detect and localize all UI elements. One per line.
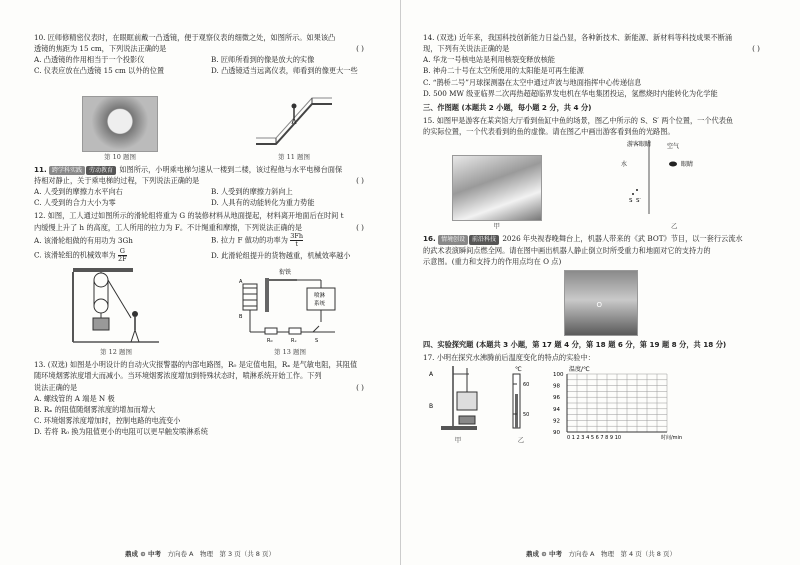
fraction: $\frac{G}{2F}$ xyxy=(118,247,127,264)
y-tick-label: 100 xyxy=(553,372,564,379)
figure-11-caption: 第 11 题图 xyxy=(278,152,310,161)
brand-logo: 鼎成 ⊙ 中考 xyxy=(124,549,161,558)
fraction: $\frac{3Fh}{t}$ xyxy=(290,232,304,248)
eye-caption: 游客眼睛 xyxy=(627,141,652,149)
q10-option-b: B. 匠师所看到的像是放大的实像 xyxy=(211,55,315,65)
q10-stem-line2: 透镜的焦距为 15 cm，下列说法正确的是 ( ) xyxy=(34,44,364,54)
question-13 xyxy=(34,359,382,437)
answer-paren: ( ) xyxy=(752,44,760,54)
question-12 xyxy=(34,210,382,357)
figure-15a-caption: 甲 xyxy=(493,222,500,231)
armature-label: 衔铁 xyxy=(279,269,292,277)
terminal-b-label: B xyxy=(239,314,243,321)
q11-option-d: D. 人具有的动能转化为重力势能 xyxy=(211,198,315,208)
figure-17b-caption: 乙 xyxy=(517,436,525,445)
q10-option-d: D. 凸透镜适当远离仪表，师看到的像更大一些 xyxy=(211,66,358,76)
grid-lines xyxy=(567,374,667,432)
q13-option-b: B. Rₓ 的阻值随烟雾浓度的增加而增大 xyxy=(34,404,156,414)
brand-logo: 鼎成 ⊙ 中考 xyxy=(525,549,562,558)
q13-option-c: C. 环境烟雾浓度增加时，控制电路的电流变小 xyxy=(34,416,181,426)
r0-label: R₀ xyxy=(267,338,273,345)
q12-option-c: C. 该滑轮组的机械效率为 $\frac{G}{2F}$ xyxy=(34,247,127,264)
tag-labor-education: 劳动教育 xyxy=(86,166,116,175)
thermometer-figure xyxy=(503,364,539,432)
section-4-heading: 四、实验探究题 (本题共 3 小题，第 17 题 4 分，第 18 题 6 分，第 19 题 8 分，共 18 分) xyxy=(423,340,727,350)
switch-label: S xyxy=(315,338,319,345)
y-tick-label: 98 xyxy=(553,383,560,390)
tag-interdisciplinary: 跨学科实践 xyxy=(49,166,85,175)
q12-option-d: D. 此滑轮组提升的货物越重，机械效率越小 xyxy=(211,251,351,261)
q12-option-a: A. 该滑轮组做的有用功为 3Gh xyxy=(34,235,133,245)
q14-option-c: C. “鹊桥二号”月球探测器在太空中通过声波与地面指挥中心传递信息 xyxy=(423,77,642,87)
figure-15a xyxy=(452,155,542,231)
q12-stem-line1: 12. 如图，工人通过如图所示的滑轮组将重为 G 的装修材料从地面提起，材料离开地面后在时间 t xyxy=(34,211,344,221)
boiling-apparatus-figure xyxy=(423,364,493,432)
robot-photo xyxy=(564,270,638,336)
s-label: S xyxy=(629,198,633,205)
answer-paren: ( ) xyxy=(356,44,364,54)
sprinkler-label-2: 系统 xyxy=(314,301,326,308)
y-tick-label: 94 xyxy=(553,406,560,413)
figure-15b xyxy=(599,138,749,231)
sprinkler-label-1: 喷淋 xyxy=(314,293,326,300)
figure-17a-caption: 甲 xyxy=(454,436,462,445)
tag-frontier-tech: 前沿科技 xyxy=(469,235,499,244)
therm-60-label: 60 xyxy=(523,382,530,389)
left-page-footer: 鼎成 ⊙ 中考 方向卷 A 物理 第 3 页（共 8 页） xyxy=(124,549,276,558)
tag-scenario: 情境创设 xyxy=(438,235,468,244)
question-11 xyxy=(34,164,382,209)
y-tick-label: 92 xyxy=(553,418,560,425)
q16-stem-line2: 的武术表演瞬间点燃全网。请在图中画出机器人静止倒立时所受重力和地面对它的支持力的 xyxy=(423,245,711,255)
q14-option-d: D. 500 MW 级亚临界二次再热超超临界发电机在华电集团投运，氢燃烧时内能转化为化学能 xyxy=(423,88,718,98)
figure-17a xyxy=(423,364,493,445)
q11-option-a: A. 人受到的摩擦力水平向右 xyxy=(34,187,123,197)
x-axis-label: 时间/min xyxy=(661,435,683,442)
q11-option-c: C. 人受到的合力大小为零 xyxy=(34,198,116,208)
answer-paren: ( ) xyxy=(356,222,364,232)
q11-option-b: B. 人受到的摩擦力斜向上 xyxy=(211,187,293,197)
q14-stem-line2: 现，下列有关说法正确的是 ( ) xyxy=(423,44,760,54)
right-page-footer: 鼎成 ⊙ 中考 方向卷 A 物理 第 4 页（共 8 页） xyxy=(525,549,677,558)
answer-paren: ( ) xyxy=(356,175,364,185)
figure-12 xyxy=(71,266,161,357)
figure-12-caption: 第 12 题图 xyxy=(100,348,132,357)
question-17 xyxy=(423,352,778,445)
figure-17c xyxy=(549,364,699,445)
answer-paren: ( ) xyxy=(356,382,364,392)
section-3-heading: 三、作图题 (本题共 2 小题，每小题 2 分，共 4 分) xyxy=(423,102,592,112)
y-axis-label: 温度/℃ xyxy=(569,366,590,374)
q10-option-c: C. 仪表应放在凸透镜 15 cm 以外的位置 xyxy=(34,66,165,76)
question-16 xyxy=(423,233,778,336)
temperature-grid xyxy=(549,364,699,442)
eye-icon xyxy=(669,162,677,167)
y-tick-label: 90 xyxy=(553,430,560,437)
q11-stem-line2: 持相对静止，关于乘电梯的过程，下列说法正确的是 ( ) xyxy=(34,175,364,185)
q10-stem-line1: 10. 匠师修精密仪表时，在眼眶前戴一凸透镜，便于观察仪表的细微之处，如图所示。如果该凸 xyxy=(34,33,336,42)
q14-option-a: A. 华龙一号核电站是利用核裂变释放核能 xyxy=(423,55,555,65)
q13-stem-line3: 说法正确的是 ( ) xyxy=(34,382,364,392)
clamp-b-label: B xyxy=(429,403,434,411)
terminal-a-label: A xyxy=(239,279,243,286)
question-14 xyxy=(423,32,778,99)
question-15 xyxy=(423,115,778,231)
y-tick-label: 96 xyxy=(553,395,560,402)
q11-stem-line1: 11. 跨学科实践 劳动教育 如图所示，小明乘电梯匀速从一楼到二楼，该过程他与水平电梯台面保 xyxy=(34,164,343,174)
q16-stem-line3: 示意图。(重力和支持力的作用点均在 O 点) xyxy=(423,256,562,266)
alarm-circuit-figure xyxy=(235,266,345,344)
clamp-a-label: A xyxy=(429,371,434,379)
figure-17b xyxy=(503,364,539,445)
point-s-prime xyxy=(636,189,638,191)
fish-tank-photo xyxy=(452,155,542,221)
therm-50-label: 50 xyxy=(523,412,530,419)
q13-option-d: D. 若将 R₀ 换为阻值更小的电阻可以更早触发喷淋系统 xyxy=(34,427,208,437)
q16-stem-line1: 16. 情境创设 前沿科技 2026 年央视春晚舞台上，机器人带来的《武 BOT》节目，以一套行云流水 xyxy=(423,234,743,244)
eye-label: 眼睛 xyxy=(681,161,694,169)
pulley-figure xyxy=(71,266,161,344)
figure-11 xyxy=(254,90,334,161)
q13-option-a: A. 螺线管的 A 端是 N 极 xyxy=(34,393,115,403)
q13-stem-line1: 13. (双选) 如图是小明设计的自动火灾报警器的内部电路图，R₀ 是定值电阻，Rₓ 是气敏电阻，其阻值 xyxy=(34,360,358,370)
question-10 xyxy=(34,32,382,162)
air-label: 空气 xyxy=(667,143,680,151)
q12-stem-line2: 内缓慢上升了 h 的高度，工人所用的拉力为 F。不计绳重和摩擦，下列说法正确的是 ( ) xyxy=(34,222,364,232)
s-prime-label: S′ xyxy=(636,198,641,205)
figure-13 xyxy=(235,266,345,357)
q14-option-b: B. 神舟二十号在太空所使用的太阳能是可再生能源 xyxy=(423,66,584,76)
eyepiece-photo xyxy=(82,96,158,152)
q14-stem-line1: 14. (双选) 近年来，我国科技创新能力日益凸显，各种新技术、新能源、新材料等科技成果不断涌 xyxy=(423,33,733,42)
point-s xyxy=(632,193,634,195)
rx-label: Rₓ xyxy=(291,338,297,345)
escalator-figure xyxy=(254,90,334,148)
refraction-figure xyxy=(599,138,749,218)
right-page xyxy=(400,0,800,565)
figure-10-caption: 第 10 题图 xyxy=(104,152,136,161)
figure-10 xyxy=(82,96,158,162)
water-label: 水 xyxy=(621,161,628,169)
figure-13-caption: 第 13 题图 xyxy=(274,348,306,357)
point-o-label: O xyxy=(596,301,603,310)
q10-option-a: A. 凸透镜的作用相当于一个投影仪 xyxy=(34,55,145,65)
q12-option-b: B. 拉力 F 做功的功率为 $\frac{3Fh}{t}$ xyxy=(211,232,304,248)
celsius-unit: ℃ xyxy=(515,366,522,374)
figure-15b-caption: 乙 xyxy=(671,222,678,231)
q15-stem-line2: 的实际位置，一个代表看到的鱼的虚像。请在图乙中画出游客看到鱼的光路图。 xyxy=(423,127,675,137)
q15-stem-line1: 15. 如图甲是游客在某宾馆大厅看到鱼缸中鱼的场景，图乙中所示的 S、S′ 两个位置，一个代表鱼 xyxy=(423,116,734,126)
x-tick-labels: 0 1 2 3 4 5 6 7 8 9 10 xyxy=(567,435,622,442)
q13-stem-line2: 随环境烟雾浓度增大而减小。当环境烟雾浓度增加到特殊状态时，喷淋系统开始工作。下列 xyxy=(34,371,322,381)
q17-stem: 17. 小明在探究水沸腾前后温度变化的特点的实验中： xyxy=(423,353,595,363)
